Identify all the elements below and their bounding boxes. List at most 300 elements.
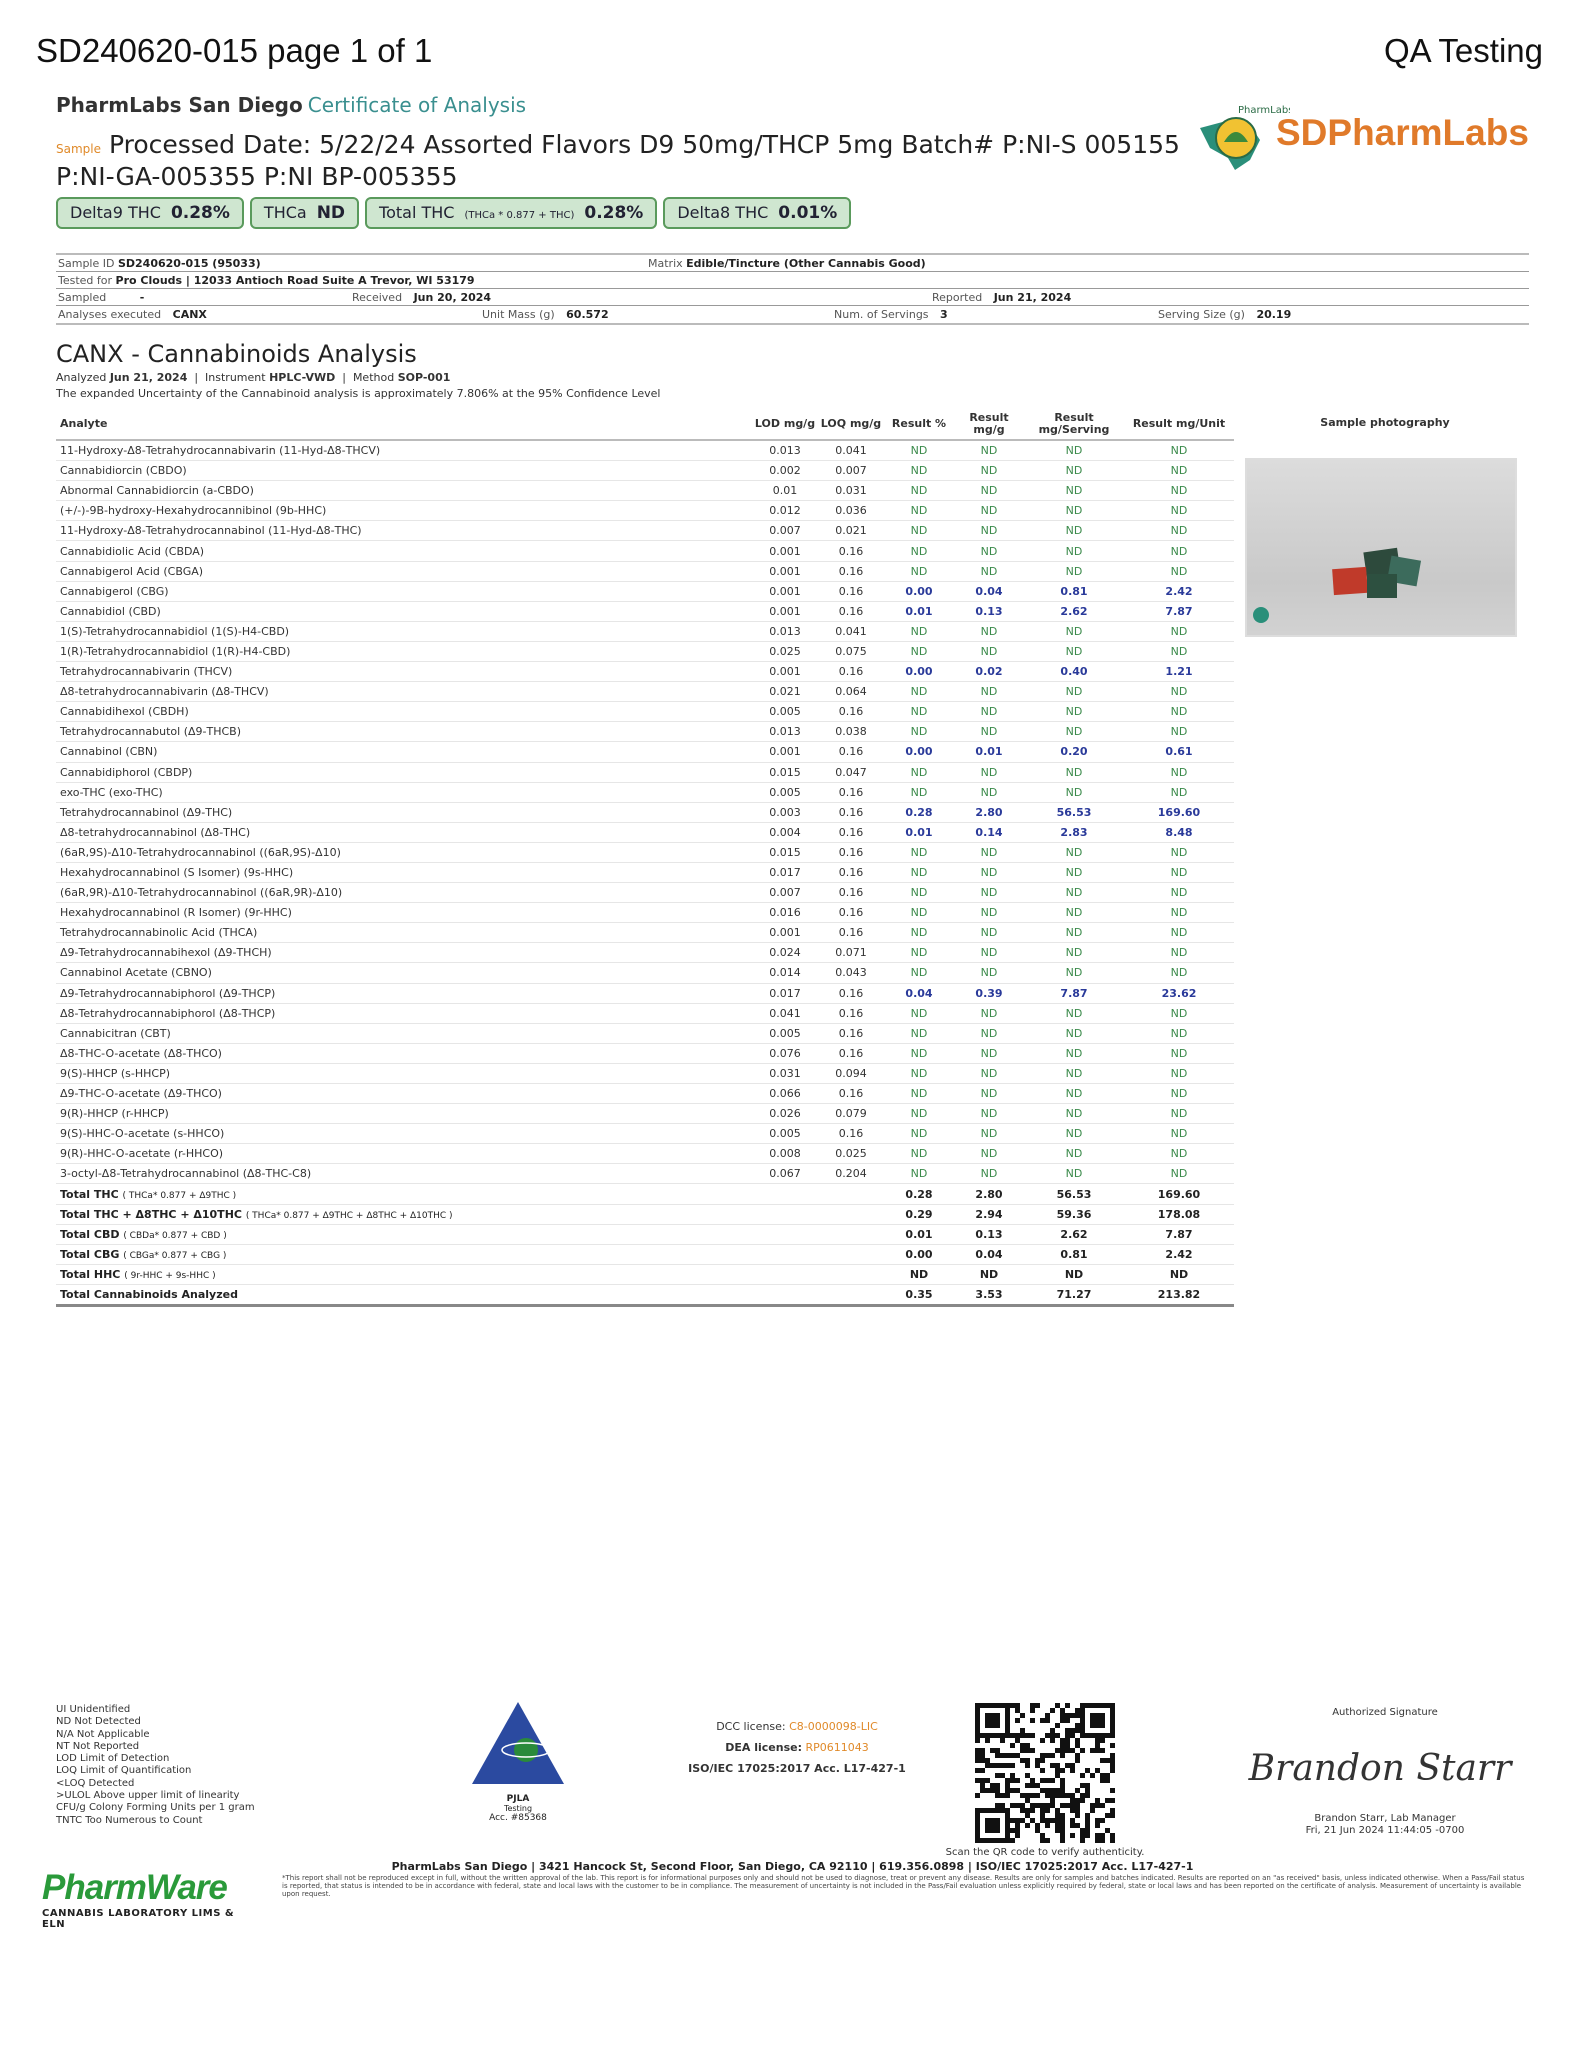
cell-value: ND [954,1144,1024,1164]
total-value: 213.82 [1124,1284,1234,1305]
dcc-license: DCC license: C8-0000098-LIC [716,1720,878,1733]
cell-value: 0.001 [752,923,818,943]
pill-delta8-thc [663,197,851,229]
analyte-name: 9(S)-HHCP (s-HHCP) [56,1063,752,1083]
empty-cell [752,1204,818,1224]
cell-value: ND [884,943,954,963]
cell-value: 0.005 [752,702,818,722]
cell-value: ND [954,621,1024,641]
cell-value: 0.015 [752,762,818,782]
total-row [56,1204,1234,1224]
coa-label: Certificate of Analysis [307,93,527,117]
cannabinoid-results-table [56,409,1234,1307]
analyte-name: 11-Hydroxy-Δ8-Tetrahydrocannabinol (11-Hyd-Δ8-THC) [56,521,752,541]
analyte-name: 9(R)-HHCP (r-HHCP) [56,1104,752,1124]
analyses-executed: Analyses executed CANX [58,308,207,321]
total-value: ND [954,1264,1024,1284]
signature-label: Authorized Signature [1332,1707,1438,1718]
photo-header: Sample photography [1320,416,1450,429]
cell-value: 0.81 [1024,581,1124,601]
cell-value: ND [884,1063,954,1083]
cell-value: 0.16 [818,601,884,621]
total-label: Total HHC [60,1267,121,1281]
cell-value: ND [1024,1124,1124,1144]
pjla-name: PJLA [506,1794,530,1804]
cell-value: 0.076 [752,1043,818,1063]
total-value: ND [1024,1264,1124,1284]
dea-license: DEA license: RP0611043 [725,1741,869,1754]
table-row [56,862,1234,882]
cell-value: ND [884,883,954,903]
cell-value: 0.16 [818,541,884,561]
table-row [56,1144,1234,1164]
table-row [56,1084,1234,1104]
cell-value: ND [884,923,954,943]
cell-value: ND [954,1063,1024,1083]
table-row [56,621,1234,641]
empty-cell [818,1264,884,1284]
cell-value: ND [954,682,1024,702]
cell-value: 169.60 [1124,802,1234,822]
table-row [56,802,1234,822]
cell-value: 0.066 [752,1084,818,1104]
footer-address: PharmLabs San Diego | 3421 Hancock St, Second Floor, San Diego, CA 92110 | 619.356.0898 | ISO/IEC 17025:2017 Acc. L17-427-1 [391,1860,1194,1873]
cell-value: 0.017 [752,862,818,882]
cell-value: ND [954,862,1024,882]
cell-value: ND [1124,1003,1234,1023]
cell-value: 0.16 [818,1124,884,1144]
cell-value: ND [954,702,1024,722]
analyte-name: (+/-)-9B-hydroxy-Hexahydrocannibinol (9b-HHC) [56,501,752,521]
analyte-name: Δ9-Tetrahydrocannabihexol (Δ9-THCH) [56,943,752,963]
analyte-name: Cannabidiorcin (CBDO) [56,461,752,481]
cell-value: 0.00 [884,662,954,682]
cell-value: 0.00 [884,742,954,762]
sdpharmlabs-logo [1190,98,1530,178]
table-row [56,1043,1234,1063]
analyte-name: Tetrahydrocannabinol (Δ9-THC) [56,802,752,822]
cell-value: 0.007 [818,461,884,481]
cell-value: 0.067 [752,1164,818,1184]
total-value: 2.80 [954,1184,1024,1204]
total-formula: ( THCa* 0.877 + Δ9THC + Δ8THC + Δ10THC ) [245,1210,453,1221]
cell-value: 2.62 [1024,601,1124,621]
total-row [56,1224,1234,1244]
analyte-name: Tetrahydrocannabutol (Δ9-THCB) [56,722,752,742]
cell-value: ND [1124,923,1234,943]
cell-value: 0.16 [818,802,884,822]
table-row [56,601,1234,621]
cell-value: 0.16 [818,702,884,722]
cell-value: 0.012 [752,501,818,521]
cell-value: 0.001 [752,742,818,762]
total-row [56,1264,1234,1284]
summary-pills [56,197,851,229]
pill-delta9-thc [56,197,244,229]
pill-note: (THCa * 0.877 + THC) [464,210,575,221]
analyte-name: 11-Hydroxy-Δ8-Tetrahydrocannabivarin (11-Hyd-Δ8-THCV) [56,440,752,461]
cell-value: ND [954,1104,1024,1124]
licenses [672,1716,922,1779]
cell-value: 0.204 [818,1164,884,1184]
cell-value: ND [1124,1023,1234,1043]
total-formula: ( CBGa* 0.877 + CBG ) [123,1250,227,1261]
total-value: 56.53 [1024,1184,1124,1204]
cell-value: ND [1124,481,1234,501]
cell-value: ND [1124,903,1234,923]
cell-value: ND [1024,561,1124,581]
footer-disclaimer: *This report shall not be reproduced except in full, without the written approval of the lab. This report is for informational purposes only and should not be used to diagnose, treat or prevent any disease. Results are only for samples and batches indicated. Results are reported on an "as received" basis, unless indicated otherwise. When a Pass/Fail status is reported, that status is intended to be in accordance with federal, state and local laws with the customer to be in compliance. The measurement of uncertainty is not included in the Pass/Fail evaluation unless explicitly required by federal, state or local laws and has been reported on the certificate of analysis. Measurement of uncertainty is available upon request. [282,1874,1525,1898]
table-row [56,641,1234,661]
cell-value: ND [1024,883,1124,903]
cell-value: ND [954,1003,1024,1023]
cell-value: 0.038 [818,722,884,742]
cell-value: ND [1124,1164,1234,1184]
cell-value: 0.001 [752,581,818,601]
cell-value: ND [884,782,954,802]
analyte-name: Cannabidihexol (CBDH) [56,702,752,722]
cell-value: ND [1124,682,1234,702]
cell-value: ND [1124,501,1234,521]
unit-mass: Unit Mass (g) 60.572 [482,308,609,321]
cell-value: 0.001 [752,541,818,561]
cell-value: 0.16 [818,903,884,923]
column-header: Result mg/Unit [1124,409,1234,440]
total-formula: ( THCa* 0.877 + Δ9THC ) [122,1190,237,1201]
cell-value: ND [1124,1084,1234,1104]
cell-value: ND [1124,702,1234,722]
cell-value: 0.075 [818,641,884,661]
cell-value: ND [884,1104,954,1124]
california-map-icon [1190,98,1290,178]
cell-value: 7.87 [1024,983,1124,1003]
total-label: Total CBG [60,1247,120,1261]
total-row [56,1284,1234,1305]
cell-value: ND [1124,1124,1234,1144]
cell-value: ND [954,1164,1024,1184]
cell-value: 0.031 [752,1063,818,1083]
analyte-name: (6aR,9R)-Δ10-Tetrahydrocannabinol ((6aR,9R)-Δ10) [56,883,752,903]
cell-value: 0.003 [752,802,818,822]
column-header: Result mg/Serving [1024,409,1124,440]
tested-for: Tested for Pro Clouds | 12033 Antioch Road Suite A Trevor, WI 53179 [58,274,475,287]
cell-value: ND [1024,782,1124,802]
cell-value: 7.87 [1124,601,1234,621]
legend-item: <LOQ Detected [56,1777,135,1789]
table-row [56,561,1234,581]
cell-value: 0.13 [954,601,1024,621]
analyte-name: Cannabidiolic Acid (CBDA) [56,541,752,561]
cell-value: ND [1024,943,1124,963]
table-row [56,1164,1234,1184]
cell-value: ND [1024,682,1124,702]
cell-value: 0.013 [752,621,818,641]
qr-code[interactable] [975,1703,1115,1843]
pill-label: THCa [263,203,307,222]
column-header: LOQ mg/g [818,409,884,440]
cell-value: 0.021 [752,682,818,702]
table-row [56,963,1234,983]
legend-item: NT Not Reported [56,1740,140,1752]
pill-value: ND [316,203,346,223]
table-row [56,702,1234,722]
cell-value: 0.026 [752,1104,818,1124]
cell-value: 56.53 [1024,802,1124,822]
cell-value: ND [954,521,1024,541]
legend-item: CFU/g Colony Forming Units per 1 gram [56,1802,255,1814]
cell-value: 0.025 [818,1144,884,1164]
cell-value: ND [884,440,954,461]
total-value: 3.53 [954,1284,1024,1305]
cell-value: ND [1024,903,1124,923]
handwritten-signature: Brandon Starr [1248,1748,1512,1789]
total-value: ND [884,1264,954,1284]
cell-value: ND [884,1124,954,1144]
serving-size: Serving Size (g) 20.19 [1158,308,1292,321]
cell-value: ND [1124,440,1234,461]
cell-value: 0.01 [954,742,1024,762]
cell-value: ND [884,521,954,541]
cell-value: ND [884,1164,954,1184]
cell-value: ND [1124,621,1234,641]
analyte-name: Hexahydrocannabinol (R Isomer) (9r-HHC) [56,903,752,923]
cell-value: 0.015 [752,842,818,862]
cell-value: ND [1024,722,1124,742]
cell-value: ND [884,682,954,702]
cell-value: ND [954,440,1024,461]
total-row [56,1244,1234,1264]
cell-value: 0.036 [818,501,884,521]
cell-value: ND [1124,862,1234,882]
total-value: 0.28 [884,1184,954,1204]
pill-total-thc [365,197,657,229]
pill-label: Delta8 THC [677,203,769,222]
sample-id: Sample ID SD240620-015 (95033) [58,257,261,270]
analyte-name: (6aR,9S)-Δ10-Tetrahydrocannabinol ((6aR,9S)-Δ10) [56,842,752,862]
cell-value: ND [884,862,954,882]
cell-value: 0.031 [818,481,884,501]
signature-date: Fri, 21 Jun 2024 11:44:05 -0700 [1305,1825,1465,1836]
cell-value: 2.83 [1024,822,1124,842]
total-value: 178.08 [1124,1204,1234,1224]
total-value: 0.04 [954,1244,1024,1264]
analyte-name: Tetrahydrocannabinolic Acid (THCA) [56,923,752,943]
lab-heading [56,93,526,117]
cell-value: 0.28 [884,802,954,822]
cell-value: 0.017 [752,983,818,1003]
column-header: Result mg/g [954,409,1024,440]
cell-value: ND [884,762,954,782]
cell-value: ND [1024,963,1124,983]
cell-value: ND [954,481,1024,501]
gummies-image [1247,460,1515,635]
cell-value: 0.16 [818,1023,884,1043]
cell-value: 0.40 [1024,662,1124,682]
empty-cell [818,1204,884,1224]
pill-value: 0.28% [170,203,230,223]
cell-value: ND [884,702,954,722]
total-value: 0.35 [884,1284,954,1305]
cell-value: ND [1124,782,1234,802]
analyte-name: 9(S)-HHC-O-acetate (s-HHCO) [56,1124,752,1144]
total-label: Total CBD [60,1227,120,1241]
column-header: LOD mg/g [752,409,818,440]
total-name [56,1204,752,1224]
cell-value: ND [954,923,1024,943]
header-right-title: QA Testing [1384,32,1543,69]
table-row [56,1023,1234,1043]
cell-value: ND [1124,842,1234,862]
cell-value: ND [1124,1104,1234,1124]
cell-value: 0.007 [752,521,818,541]
sample-label: Sample [56,142,101,156]
cell-value: ND [954,541,1024,561]
cell-value: ND [884,903,954,923]
cell-value: ND [1124,883,1234,903]
cell-value: 0.16 [818,822,884,842]
cell-value: ND [884,722,954,742]
table-row [56,1003,1234,1023]
cell-value: ND [1124,461,1234,481]
cell-value: ND [1024,1023,1124,1043]
legend-item: UI Unidentified [56,1704,131,1715]
pjla-acc: Acc. #85368 [489,1813,547,1823]
total-label: Total THC [60,1187,119,1201]
cell-value: ND [954,1084,1024,1104]
cell-value: ND [1024,461,1124,481]
analyte-name: exo-THC (exo-THC) [56,782,752,802]
qr-caption: Scan the QR code to verify authenticity. [945,1847,1145,1858]
empty-cell [752,1184,818,1204]
cell-value: ND [884,1144,954,1164]
logo-arc-text: PharmLabs [1238,105,1290,116]
cell-value: ND [884,621,954,641]
pill-value: 0.28% [584,203,644,223]
total-value: 0.81 [1024,1244,1124,1264]
pjla-sub: Testing [503,1804,533,1813]
cell-value: ND [884,641,954,661]
cell-value: ND [954,842,1024,862]
cell-value: 0.004 [752,822,818,842]
cell-value: ND [1124,963,1234,983]
cell-value: ND [1124,561,1234,581]
logo-wordmark [1276,112,1529,154]
total-value: 2.62 [1024,1224,1124,1244]
cell-value: 0.16 [818,581,884,601]
cell-value: ND [954,903,1024,923]
table-row [56,822,1234,842]
sample-title: Processed Date: 5/22/24 Assorted Flavors D9 50mg/THCP 5mg Batch# P:NI-S 005155 P:NI-GA-005355 P:NI BP-005355 [56,130,1180,191]
table-row [56,440,1234,461]
empty-cell [818,1184,884,1204]
cell-value: ND [1024,1144,1124,1164]
cell-value: 0.013 [752,440,818,461]
cell-value: 0.024 [752,943,818,963]
total-value: 59.36 [1024,1204,1124,1224]
total-value: 2.94 [954,1204,1024,1224]
cell-value: 0.001 [752,662,818,682]
cell-value: ND [884,1043,954,1063]
cell-value: 0.094 [818,1063,884,1083]
table-row [56,943,1234,963]
cell-value: ND [1124,641,1234,661]
total-label: Total THC + Δ8THC + Δ10THC [60,1207,242,1221]
column-header: Result % [884,409,954,440]
cell-value: ND [954,762,1024,782]
pill-label: Delta9 THC [70,203,161,222]
cell-value: ND [1024,501,1124,521]
cell-value: 0.16 [818,883,884,903]
cell-value: 0.04 [954,581,1024,601]
analyte-name: Cannabigerol (CBG) [56,581,752,601]
cell-value: 0.001 [752,601,818,621]
analyte-name: 1(R)-Tetrahydrocannabidiol (1(R)-H4-CBD) [56,641,752,661]
table-row [56,722,1234,742]
cell-value: ND [884,561,954,581]
analyte-name: Hexahydrocannabinol (S Isomer) (9s-HHC) [56,862,752,882]
legend-item: N/A Not Applicable [56,1728,150,1740]
cell-value: ND [954,963,1024,983]
total-name [56,1224,752,1244]
empty-cell [752,1244,818,1264]
logo-text: SDPharmLabs [1276,112,1529,153]
abbreviation-legend [56,1704,255,1827]
cell-value: ND [1124,1144,1234,1164]
cell-value: ND [884,461,954,481]
analyte-name: Cannabigerol Acid (CBGA) [56,561,752,581]
cell-value: 0.16 [818,923,884,943]
signer-info [1250,1813,1520,1837]
cell-value: 0.041 [818,621,884,641]
matrix: Matrix Edible/Tincture (Other Cannabis Good) [648,257,926,270]
analyte-name: Δ9-THC-O-acetate (Δ9-THCO) [56,1084,752,1104]
analyte-name: Cannabinol Acetate (CBNO) [56,963,752,983]
pill-value: 0.01% [778,203,838,223]
cell-value: 0.16 [818,782,884,802]
table-row [56,923,1234,943]
cell-value: 0.021 [818,521,884,541]
cell-value: ND [954,641,1024,661]
cell-value: ND [1024,1003,1124,1023]
cell-value: 2.80 [954,802,1024,822]
table-row [56,662,1234,682]
num-servings: Num. of Servings 3 [834,308,948,321]
cell-value: ND [954,1023,1024,1043]
table-row [56,782,1234,802]
pjla-triangle-icon [468,1700,568,1790]
column-header: Analyte [56,409,752,440]
iso-accreditation: ISO/IEC 17025:2017 Acc. L17-427-1 [688,1762,906,1775]
cell-value: ND [1024,1043,1124,1063]
uncertainty-note: The expanded Uncertainty of the Cannabinoid analysis is approximately 7.806% at the 95% Confidence Level [56,387,661,400]
cell-value: ND [954,561,1024,581]
total-name [56,1284,752,1305]
cell-value: 0.16 [818,662,884,682]
table-row [56,461,1234,481]
cell-value: ND [1024,862,1124,882]
pjla-logo [468,1700,568,1823]
received: Received Jun 20, 2024 [352,291,492,304]
cell-value: 0.013 [752,722,818,742]
analyte-name: Δ8-Tetrahydrocannabiphorol (Δ8-THCP) [56,1003,752,1023]
total-value: 169.60 [1124,1184,1234,1204]
cell-value: 0.14 [954,822,1024,842]
cell-value: ND [1024,1063,1124,1083]
analysis-meta: Analyzed Jun 21, 2024 | Instrument HPLC-VWD | Method SOP-001 [56,371,451,384]
pharmware-logo [42,1868,257,1930]
total-value: 71.27 [1024,1284,1124,1305]
sample-title-block [56,131,1186,191]
